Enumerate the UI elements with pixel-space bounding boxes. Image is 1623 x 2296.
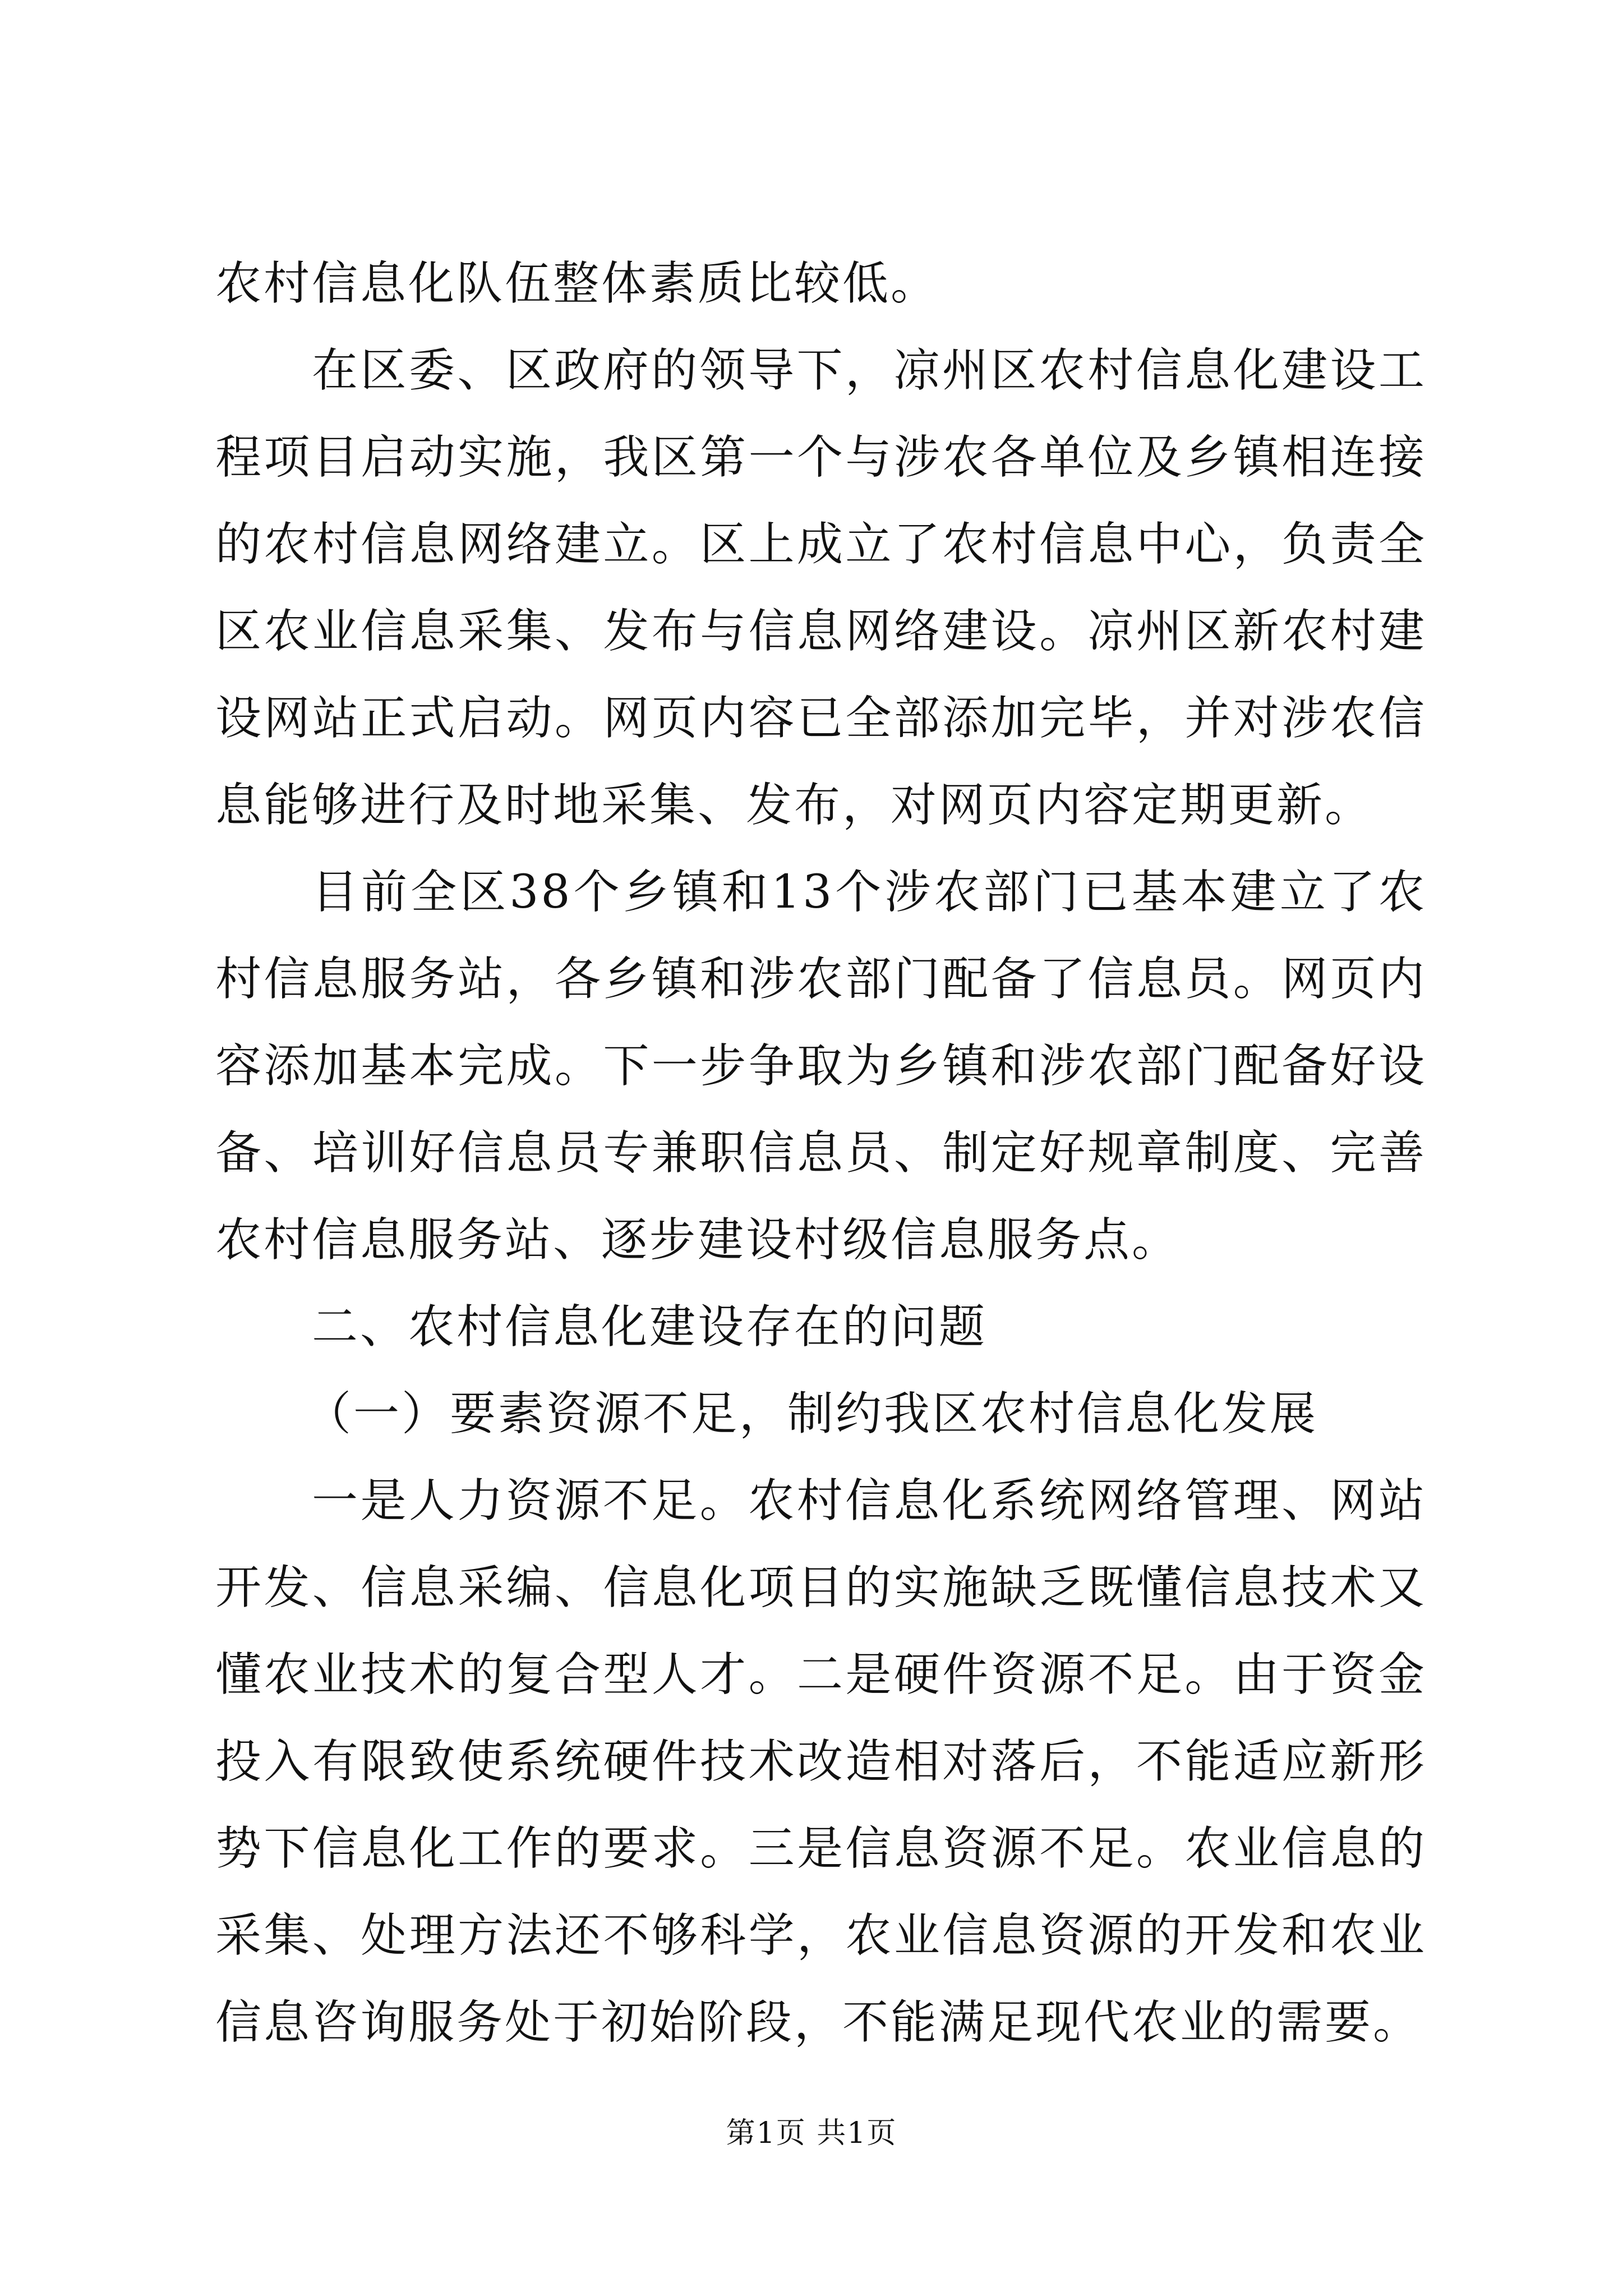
document-body — [215, 240, 1427, 2066]
paragraph-resource-shortage: 一是人力资源不足。农村信息化系统网络管理、网站开发、信息采编、信息化项目的实施缺乏既懂信息技术又懂农业技术的复合型人才。二是硬件资源不足。由于资金投入有限致使系统硬件技术改造相对落后，不能适应新形势下信息化工作的要求。三是信息资源不足。农业信息的采集、处理方法还不够科学，农业信息资源的开发和农业信息咨询服务处于初始阶段，不能满足现代农业的需要。 — [215, 1474, 1427, 2049]
section-heading-problems: 二、农村信息化建设存在的问题 — [312, 1300, 988, 1354]
subsection-heading-resources: （一）要素资源不足，制约我区农村信息化发展 — [305, 1387, 1318, 1441]
page-footer: 第1页 共1页 — [726, 2116, 897, 2150]
paragraph-service-stations: 目前全区38个乡镇和13个涉农部门已基本建立了农村信息服务站，各乡镇和涉农部门配备了信息员。网页内容添加基本完成。下一步争取为乡镇和涉农部门配备好设备、培训好信息员专兼职信息员、制定好规章制度、完善农村信息服务站、逐步建设村级信息服务点。 — [215, 866, 1427, 1267]
paragraph-continuation: 农村信息化队伍整体素质比较低。 — [215, 257, 939, 310]
paragraph-construction-progress: 在区委、区政府的领导下，凉州区农村信息化建设工程项目启动实施，我区第一个与涉农各单位及乡镇相连接的农村信息网络建立。区上成立了农村信息中心，负责全区农业信息采集、发布与信息网络建设。凉州区新农村建设网站正式启动。网页内容已全部添加完毕，并对涉农信息能够进行及时地采集、发布，对网页内容定期更新。 — [215, 344, 1427, 832]
